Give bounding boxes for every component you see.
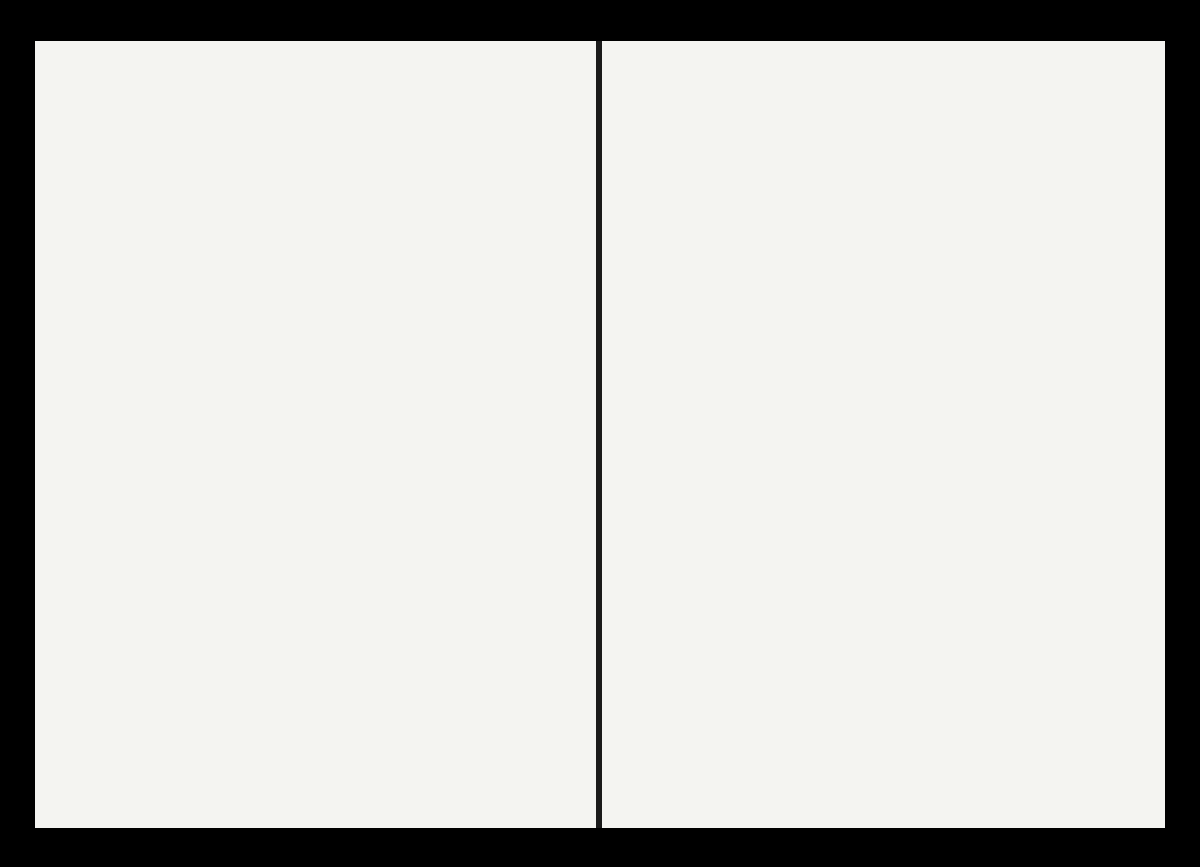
right-page bbox=[600, 41, 1165, 828]
pan-pipes-figure bbox=[270, 98, 570, 820]
book-gutter bbox=[596, 41, 602, 828]
pan-pipes-drawing bbox=[270, 98, 570, 820]
